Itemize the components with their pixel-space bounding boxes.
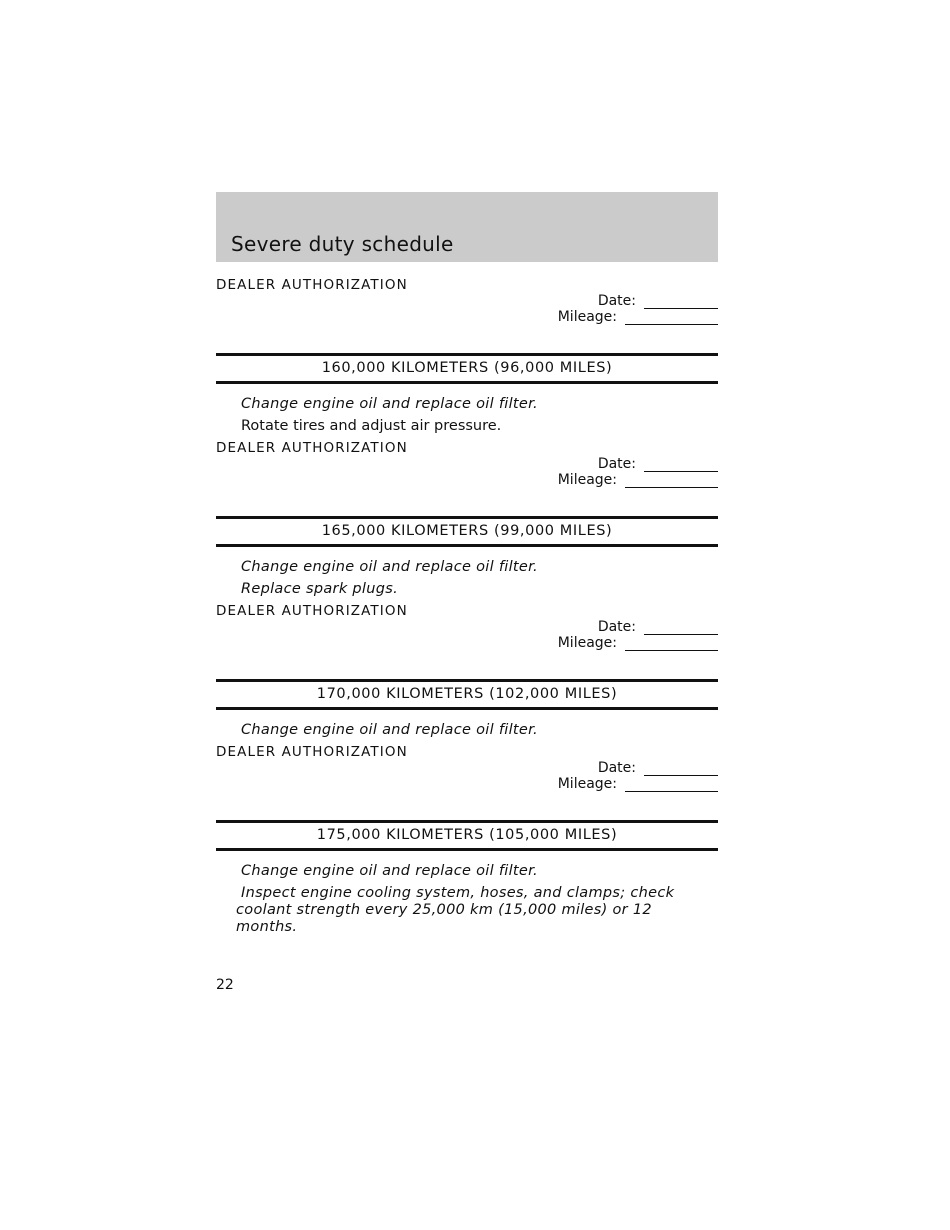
mileage-field[interactable] — [558, 776, 718, 792]
task-item: Change engine oil and replace oil filter. — [241, 396, 538, 412]
mileage-field[interactable] — [558, 635, 718, 651]
date-field[interactable] — [598, 619, 718, 635]
date-blank-line[interactable] — [644, 294, 718, 309]
milestone-tasks — [216, 851, 718, 936]
mileage-field[interactable] — [558, 309, 718, 325]
authorization-fields — [216, 456, 718, 490]
milestone-heading: 175,000 KILOMETERS (105,000 MILES) — [216, 820, 718, 851]
authorization-fields — [216, 619, 718, 653]
task-item: Replace spark plugs. — [241, 581, 399, 597]
dealer-authorization-label: DEALER AUTHORIZATION — [216, 744, 408, 760]
date-field[interactable] — [598, 456, 718, 472]
section-title: Severe duty schedule — [231, 232, 454, 256]
mileage-blank-line[interactable] — [625, 636, 718, 651]
mileage-blank-line[interactable] — [625, 473, 718, 488]
milestone-heading: 165,000 KILOMETERS (99,000 MILES) — [216, 516, 718, 547]
milestone-tasks — [216, 547, 718, 598]
date-blank-line[interactable] — [644, 457, 718, 472]
date-field[interactable] — [598, 293, 718, 309]
date-blank-line[interactable] — [644, 620, 718, 635]
milestone-heading: 170,000 KILOMETERS (102,000 MILES) — [216, 679, 718, 710]
task-item: Rotate tires and adjust air pressure. — [241, 418, 502, 434]
date-label: Date: — [597, 760, 636, 776]
date-label: Date: — [597, 456, 636, 472]
schedule-page — [216, 192, 718, 941]
dealer-authorization-label: DEALER AUTHORIZATION — [216, 603, 408, 619]
mileage-label: Mileage: — [557, 635, 617, 651]
task-item: Change engine oil and replace oil filter. — [241, 722, 538, 738]
date-field[interactable] — [598, 760, 718, 776]
page-number: 22 — [216, 977, 234, 993]
section-header — [216, 192, 718, 262]
authorization-fields — [216, 760, 718, 794]
date-blank-line[interactable] — [644, 761, 718, 776]
task-item: Change engine oil and replace oil filter. — [241, 559, 538, 575]
milestone-tasks — [216, 384, 718, 435]
mileage-field[interactable] — [558, 472, 718, 488]
authorization-fields — [216, 293, 718, 327]
date-label: Date: — [597, 619, 636, 635]
milestone-tasks — [216, 710, 718, 739]
mileage-label: Mileage: — [557, 309, 617, 325]
dealer-authorization-label: DEALER AUTHORIZATION — [216, 277, 408, 293]
mileage-label: Mileage: — [557, 776, 617, 792]
task-item: Inspect engine cooling system, hoses, and clamps; check coolant strength every 25,000 km (15,000 miles) or 12 months. — [236, 885, 675, 935]
date-label: Date: — [597, 293, 636, 309]
mileage-blank-line[interactable] — [625, 777, 718, 792]
task-item: Change engine oil and replace oil filter. — [241, 863, 538, 879]
dealer-authorization-label: DEALER AUTHORIZATION — [216, 440, 408, 456]
mileage-label: Mileage: — [557, 472, 617, 488]
mileage-blank-line[interactable] — [625, 310, 718, 325]
milestone-heading: 160,000 KILOMETERS (96,000 MILES) — [216, 353, 718, 384]
